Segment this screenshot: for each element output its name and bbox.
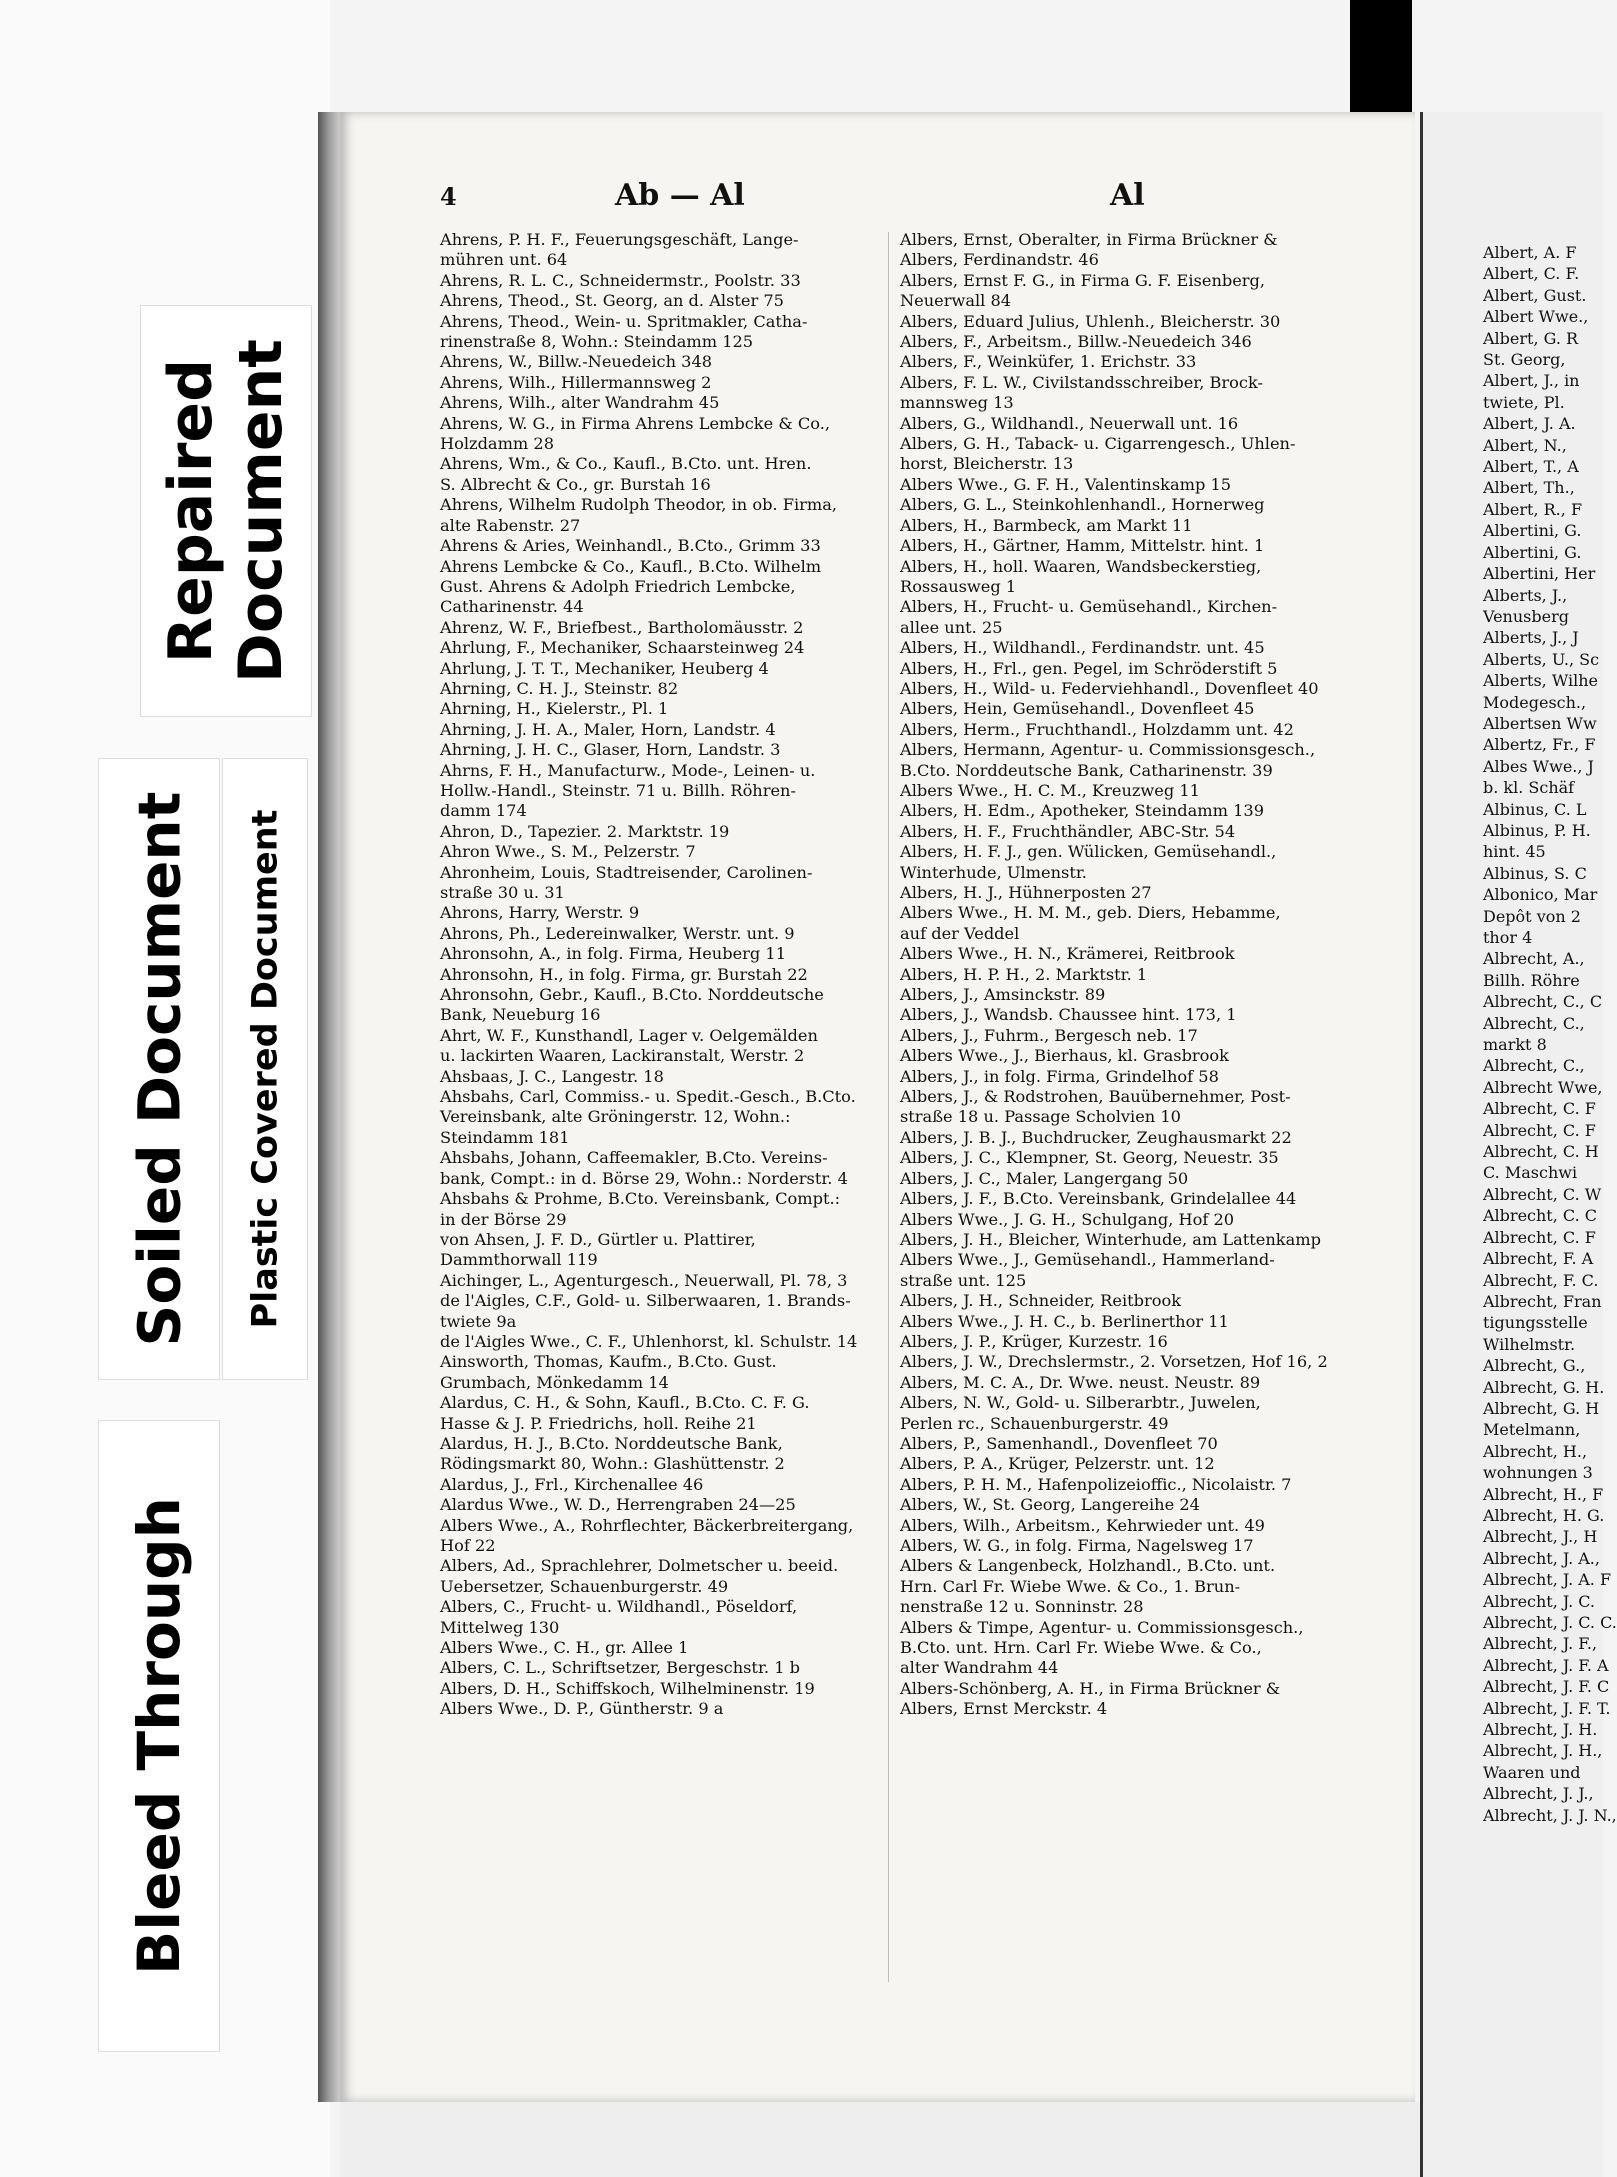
directory-line: Albers, H., Gärtner, Hamm, Mittelstr. hint. 1 [900, 536, 1265, 556]
black-tab [1350, 0, 1412, 112]
directory-line: Ahrenz, W. F., Briefbest., Bartholomäusstr. 2 [440, 617, 804, 637]
directory-line: Albert, G. R [1483, 328, 1579, 348]
bottom-margin [340, 2102, 1420, 2177]
directory-line: bank, Compt.: in d. Börse 29, Wohn.: Norderstr. 4 [440, 1168, 848, 1188]
directory-line: Albers, C., Frucht- u. Wildhandl., Pöseldorf, [440, 1597, 798, 1617]
directory-line: Ahronsohn, H., in folg. Firma, gr. Burstah 22 [440, 964, 808, 984]
directory-line: Ahrning, J. H. C., Glaser, Horn, Landstr. 3 [440, 740, 781, 760]
page-header [340, 178, 1415, 222]
directory-line: Ahron Wwe., S. M., Pelzerstr. 7 [440, 842, 696, 862]
directory-line: Albers, J. P., Krüger, Kurzestr. 16 [900, 1331, 1168, 1351]
directory-line: Albrecht, C. F [1483, 1120, 1596, 1140]
directory-line: thor 4 [1483, 928, 1533, 947]
directory-line: Albers Wwe., J. G. H., Schulgang, Hof 20 [900, 1209, 1235, 1229]
directory-line: Albert, Gust. [1483, 285, 1587, 305]
directory-line: Alberts, U., Sc [1483, 649, 1600, 669]
directory-line: Hrn. Carl Fr. Wiebe Wwe. & Co., 1. Brun- [900, 1576, 1241, 1596]
directory-line: Alardus, C. H., & Sohn, Kaufl., B.Cto. C. F. G. [440, 1393, 810, 1413]
directory-line: Albers, H., holl. Waaren, Wandsbeckerstieg, [900, 556, 1262, 576]
directory-line: Albers, H. F., Fruchthändler, ABC-Str. 54 [900, 821, 1236, 841]
directory-line: Albrecht, C. F [1483, 1227, 1596, 1247]
directory-line: Albers, H., Frucht- u. Gemüsehandl., Kirchen- [900, 597, 1278, 617]
directory-line: Ahrning, C. H. J., Steinstr. 82 [440, 678, 679, 698]
label-repaired-document [140, 305, 312, 717]
directory-line: Albers, J. C., Klempner, St. Georg, Neuestr. 35 [900, 1148, 1279, 1168]
label-bleed-through [98, 1420, 220, 2052]
directory-line: Albers, J., in folg. Firma, Grindelhof 58 [900, 1066, 1219, 1086]
directory-line: Albrecht, G. H. [1483, 1377, 1605, 1397]
directory-line: Rödingsmarkt 80, Wohn.: Glashüttenstr. 2 [440, 1454, 785, 1474]
directory-line: Albrecht, J. F. T. [1483, 1698, 1611, 1718]
directory-line: Albrecht, G., [1483, 1356, 1586, 1376]
directory-line: Winterhude, Ulmenstr. [900, 862, 1087, 882]
directory-line: Albers, G. H., Taback- u. Cigarrengesch., Uhlen- [900, 434, 1296, 454]
directory-line: Albertini, G. [1483, 542, 1582, 562]
directory-line: Albers, J., & Rodstrohen, Bauübernehmer, Post- [900, 1087, 1291, 1107]
directory-line: Albrecht, H., F [1483, 1484, 1604, 1504]
directory-line: Albers, J. H., Schneider, Reitbrook [900, 1291, 1182, 1311]
directory-line: Albers & Langenbeck, Holzhandl., B.Cto. unt. [900, 1556, 1276, 1576]
directory-line: Billh. Röhre [1483, 970, 1580, 990]
directory-line: mühren unt. 64 [440, 250, 568, 270]
directory-line: de l'Aigles, C.F., Gold- u. Silberwaaren, 1. Brands- [440, 1291, 851, 1311]
directory-line: alte Rabenstr. 27 [440, 515, 581, 535]
directory-line: Albers, C. L., Schriftsetzer, Bergeschstr. 1 b [440, 1658, 800, 1678]
directory-line: Albers, F., Arbeitsm., Billw.-Neuedeich 346 [900, 332, 1252, 352]
directory-line: Neuerwall 84 [900, 291, 1012, 311]
directory-line: allee unt. 25 [900, 617, 1003, 637]
directory-line: Ahrens, Wm., & Co., Kaufl., B.Cto. unt. Hren. [440, 454, 812, 474]
directory-line: Depôt von 2 [1483, 906, 1581, 926]
directory-line: Albers, Ernst Merckstr. 4 [900, 1699, 1108, 1719]
directory-line: Albers Wwe., H. M. M., geb. Diers, Hebamme, [900, 903, 1281, 923]
directory-line: Alberts, J., [1483, 585, 1568, 605]
directory-line: Holzdamm 28 [440, 434, 555, 454]
directory-line: Albers, M. C. A., Dr. Wwe. neust. Neustr. 89 [900, 1372, 1261, 1392]
directory-line: Ahrens, Wilhelm Rudolph Theodor, in ob. Firma, [440, 495, 838, 515]
directory-line: Albrecht, J. J. N., [1483, 1805, 1617, 1825]
directory-line: Ahsbahs & Prohme, B.Cto. Vereinsbank, Compt.: [440, 1189, 841, 1209]
directory-line: Albes Wwe., J [1483, 756, 1594, 776]
directory-line: Ahronsohn, A., in folg. Firma, Heuberg 11 [440, 944, 787, 964]
directory-line: Rossausweg 1 [900, 576, 1017, 596]
directory-line: Albers, P. A., Krüger, Pelzerstr. unt. 12 [900, 1454, 1215, 1474]
directory-line: straße unt. 125 [900, 1270, 1027, 1290]
directory-line: markt 8 [1483, 1035, 1547, 1055]
directory-line: nenstraße 12 u. Sonninstr. 28 [900, 1597, 1144, 1617]
directory-line: mannsweg 13 [900, 393, 1014, 413]
directory-line: Albert, J. A. [1483, 414, 1576, 434]
label-bleed-through-text: Bleed Through [125, 1497, 194, 1975]
next-page-column [1483, 242, 1617, 1826]
directory-line: Alberts, J., J [1483, 628, 1579, 648]
directory-line: Albertini, G. [1483, 521, 1582, 541]
directory-line: Albrecht, C. F [1483, 1099, 1596, 1119]
directory-line: Ahrens, P. H. F., Feuerungsgeschäft, Lange- [440, 230, 799, 249]
directory-line: Alardus, H. J., B.Cto. Norddeutsche Bank, [440, 1433, 783, 1453]
directory-line: rinenstraße 8, Wohn.: Steindamm 125 [440, 332, 754, 352]
label-soiled-document [98, 758, 220, 1380]
directory-line: Albers, P. H. M., Hafenpolizeioffic., Nicolaistr. 7 [900, 1474, 1292, 1494]
directory-line: Albers, H., Frl., gen. Pegel, im Schröderstift 5 [900, 658, 1278, 678]
directory-line: Albonico, Mar [1483, 885, 1598, 905]
directory-line: Albers, N. W., Gold- u. Silberarbtr., Juwelen, [900, 1393, 1261, 1413]
directory-line: Albers, Ernst F. G., in Firma G. F. Eisenberg, [900, 270, 1266, 290]
directory-line: Albinus, C. L [1483, 799, 1587, 819]
directory-line: Albers, D. H., Schiffskoch, Wilhelminenstr. 19 [440, 1678, 815, 1698]
directory-line: Albers, Ernst, Oberalter, in Firma Brückner & [900, 230, 1278, 249]
directory-line: von Ahsen, J. F. D., Gürtler u. Plattirer, [440, 1229, 756, 1249]
directory-line: Ahsbahs, Carl, Commiss.- u. Spedit.-Gesch., B.Cto. [440, 1087, 856, 1107]
directory-line: Ahrens, Wilh., alter Wandrahm 45 [440, 393, 720, 413]
directory-line: Albers, Herm., Fruchthandl., Holzdamm unt. 42 [900, 719, 1294, 739]
directory-line: Albers Wwe., J., Gemüsehandl., Hammerland- [900, 1250, 1275, 1270]
directory-line: Ahrlung, J. T. T., Mechaniker, Heuberg 4 [440, 658, 769, 678]
label-plastic-covered [222, 758, 308, 1380]
directory-line: Albers, J. B. J., Buchdrucker, Zeughausmarkt 22 [900, 1127, 1292, 1147]
directory-line: Albinus, S. C [1483, 863, 1587, 883]
directory-line: Ahrning, H., Kielerstr., Pl. 1 [440, 699, 669, 719]
directory-line: Ahrens, Theod., St. Georg, an d. Alster 75 [440, 291, 784, 311]
directory-line: horst, Bleicherstr. 13 [900, 454, 1074, 474]
directory-line: Albers, J. C., Maler, Langergang 50 [900, 1168, 1189, 1188]
directory-line: Albrecht, C. C [1483, 1206, 1597, 1226]
directory-line: C. Maschwi [1483, 1163, 1578, 1183]
directory-line: Albrecht, J. C. [1483, 1591, 1595, 1611]
directory-line: Albrecht, F. C. [1483, 1270, 1599, 1290]
directory-line: Albers, G., Wildhandl., Neuerwall unt. 16 [900, 413, 1239, 433]
directory-line: Albrecht Wwe, [1483, 1077, 1603, 1097]
directory-line: Albert, C. F. [1483, 264, 1580, 284]
directory-line: Albers, Wilh., Arbeitsm., Kehrwieder unt. 49 [900, 1515, 1265, 1535]
directory-line: Albers Wwe., C. H., gr. Allee 1 [440, 1638, 689, 1658]
directory-line: Ahrons, Harry, Werstr. 9 [440, 903, 640, 923]
next-page-strip [1420, 112, 1617, 2177]
directory-line: Albrecht, J. H. [1483, 1720, 1598, 1740]
directory-line: Waaren und [1483, 1762, 1581, 1782]
directory-line: Albers, F., Weinküfer, 1. Erichstr. 33 [900, 352, 1197, 372]
directory-line: Ainsworth, Thomas, Kaufm., B.Cto. Gust. [440, 1352, 777, 1372]
directory-line: Albert, T., A [1483, 457, 1579, 477]
directory-line: Ahrning, J. H. A., Maler, Horn, Landstr. 4 [440, 719, 776, 739]
directory-line: Albert, R., F [1483, 499, 1583, 519]
directory-line: Albrecht, C., [1483, 1056, 1585, 1076]
directory-line: Venusberg [1483, 606, 1569, 626]
page-number: 4 [440, 182, 457, 211]
directory-line: straße 30 u. 31 [440, 883, 565, 902]
running-head: Ab — Al [615, 178, 745, 213]
directory-line: B.Cto. unt. Hrn. Carl Fr. Wiebe Wwe. & Co., [900, 1638, 1262, 1658]
directory-line: Ahrns, F. H., Manufacturw., Mode-, Leinen- u. [440, 760, 816, 780]
directory-line: Bank, Neueburg 16 [440, 1005, 601, 1025]
directory-line: Albers, W., St. Georg, Langereihe 24 [900, 1495, 1200, 1515]
directory-line: Ahrens, R. L. C., Schneidermstr., Poolstr. 33 [440, 270, 801, 290]
directory-line: Albert, J., in [1483, 371, 1580, 391]
directory-line: damm 174 [440, 801, 527, 821]
directory-line: Albers-Schönberg, A. H., in Firma Brückner & [900, 1678, 1281, 1698]
directory-line: Albers, J., Amsinckstr. 89 [900, 985, 1106, 1005]
directory-line: Ahsbahs, Johann, Caffeemakler, B.Cto. Vereins- [440, 1148, 828, 1168]
directory-line: Albers, F. L. W., Civilstandsschreiber, Brock- [900, 372, 1263, 392]
directory-line: twiete 9a [440, 1311, 517, 1331]
directory-line: Ahronsohn, Gebr., Kaufl., B.Cto. Norddeutsche [440, 985, 824, 1005]
directory-line: Albrecht, H. G. [1483, 1505, 1605, 1525]
directory-line: Hasse & J. P. Friedrichs, holl. Reihe 21 [440, 1413, 757, 1433]
directory-line: hint. 45 [1483, 842, 1546, 862]
directory-line: Uebersetzer, Schauenburgerstr. 49 [440, 1576, 729, 1596]
directory-line: Ahronheim, Louis, Stadtreisender, Carolinen- [440, 862, 813, 882]
directory-line: Ahrens, Wilh., Hillermannsweg 2 [440, 372, 712, 392]
directory-line: twiete, Pl. [1483, 392, 1565, 412]
directory-line: Albers, Hein, Gemüsehandl., Dovenfleet 45 [900, 699, 1255, 719]
directory-line: Vereinsbank, alte Gröningerstr. 12, Wohn.: [440, 1107, 791, 1127]
directory-line: Albers Wwe., D. P., Güntherstr. 9 a [440, 1699, 724, 1719]
directory-line: Albrecht, J. H., [1483, 1741, 1603, 1761]
directory-line: Albrecht, J. A., [1483, 1548, 1600, 1568]
directory-line: Albrecht, J. A. F [1483, 1570, 1612, 1590]
directory-line: Albert, Th., [1483, 478, 1575, 498]
directory-line: de l'Aigles Wwe., C. F., Uhlenhorst, kl. Schulstr. 14 [440, 1331, 858, 1351]
directory-line: Albers, H. P. H., 2. Marktstr. 1 [900, 964, 1148, 984]
directory-line: Alardus, J., Frl., Kirchenallee 46 [440, 1474, 704, 1494]
directory-line: Albers, J., Wandsb. Chaussee hint. 173, 1 [900, 1005, 1237, 1025]
directory-line: Ahrens & Aries, Weinhandl., B.Cto., Grimm 33 [440, 536, 821, 556]
directory-line: Ahsbaas, J. C., Langestr. 18 [440, 1066, 664, 1086]
directory-line: Albert, N., [1483, 435, 1567, 455]
directory-line: Albers, Hermann, Agentur- u. Commissionsgesch., [900, 740, 1316, 760]
directory-line: Ahrlung, F., Mechaniker, Schaarsteinweg 24 [440, 638, 805, 658]
directory-line: Albers, J. W., Drechslermstr., 2. Vorsetzen, Hof 16, 2 [900, 1352, 1328, 1372]
directory-line: Albers Wwe., G. F. H., Valentinskamp 15 [900, 474, 1232, 494]
directory-line: Albers, H. F. J., gen. Wülicken, Gemüsehandl., [900, 842, 1277, 862]
directory-line: Albers, P., Samenhandl., Dovenfleet 70 [900, 1433, 1218, 1453]
directory-line: Mittelweg 130 [440, 1617, 560, 1637]
label-plastic-covered-text: Plastic Covered Document [245, 809, 285, 1329]
directory-line: Wilhelmstr. [1483, 1334, 1576, 1354]
directory-line: Albrecht, C. W [1483, 1184, 1602, 1204]
directory-line: Albrecht, Fran [1483, 1291, 1602, 1311]
directory-line: Hollw.-Handl., Steinstr. 71 u. Billh. Röhren- [440, 780, 796, 800]
right-column [900, 230, 1345, 1720]
directory-line: Albrecht, G. H [1483, 1398, 1600, 1418]
directory-line: Albertz, Fr., F [1483, 735, 1596, 755]
directory-line: Alardus Wwe., W. D., Herrengraben 24—25 [440, 1495, 796, 1515]
directory-line: Albers Wwe., H. N., Krämerei, Reitbrook [900, 944, 1235, 964]
directory-line: Albers, Eduard Julius, Uhlenh., Bleicherstr. 30 [900, 311, 1281, 331]
directory-line: Alberts, Wilhe [1483, 671, 1599, 691]
directory-line: Albers, H., Barmbeck, am Markt 11 [900, 515, 1193, 535]
directory-page [340, 112, 1415, 2102]
column-head: Al [1110, 178, 1145, 213]
directory-line: B.Cto. Norddeutsche Bank, Catharinenstr. 39 [900, 760, 1273, 780]
directory-line: Ahrens, W. G., in Firma Ahrens Lembcke & Co., [440, 413, 831, 433]
directory-line: Metelmann, [1483, 1420, 1581, 1440]
directory-line: Albrecht, J. C. C. [1483, 1613, 1617, 1632]
directory-line: Steindamm 181 [440, 1127, 570, 1147]
directory-line: Albers, J., Fuhrm., Bergesch neb. 17 [900, 1025, 1198, 1045]
directory-line: Albert Wwe., [1483, 307, 1589, 327]
directory-line: Albrecht, H., [1483, 1441, 1588, 1461]
directory-line: Albers, J. F., B.Cto. Vereinsbank, Grindelallee 44 [900, 1189, 1297, 1209]
directory-line: S. Albrecht & Co., gr. Burstah 16 [440, 474, 711, 494]
directory-line: Albers, H., Wildhandl., Ferdinandstr. unt. 45 [900, 638, 1265, 658]
directory-line: Albrecht, J. J., [1483, 1784, 1594, 1804]
directory-line: Ahrens Lembcke & Co., Kaufl., B.Cto. Wilhelm [440, 556, 822, 576]
directory-line: Albers, G. L., Steinkohlenhandl., Hornerweg [900, 495, 1265, 515]
directory-line: Albers, H. J., Hühnerposten 27 [900, 883, 1152, 902]
directory-line: auf der Veddel [900, 923, 1020, 943]
directory-line: Albrecht, C., C [1483, 992, 1603, 1012]
directory-line: Hof 22 [440, 1536, 496, 1555]
directory-line: Albers Wwe., H. C. M., Kreuzweg 11 [900, 780, 1200, 800]
directory-line: Grumbach, Mönkedamm 14 [440, 1372, 669, 1392]
directory-line: Albrecht, C., [1483, 1013, 1585, 1033]
directory-line: Ahron, D., Tapezier. 2. Marktstr. 19 [440, 821, 730, 841]
directory-line: Ahrons, Ph., Ledereinwalker, Werstr. unt. 9 [440, 923, 795, 943]
directory-line: Albrecht, F. A [1483, 1249, 1594, 1269]
column-rule [888, 232, 889, 1982]
directory-line: in der Börse 29 [440, 1209, 567, 1229]
directory-line: Dammthorwall 119 [440, 1250, 598, 1270]
label-repaired-document-text: Repaired Document [156, 339, 296, 683]
directory-line: Albers, J. H., Bleicher, Winterhude, am Lattenkamp [900, 1229, 1321, 1249]
left-column [440, 230, 885, 1720]
directory-line: Aichinger, L., Agenturgesch., Neuerwall, Pl. 78, 3 [440, 1270, 848, 1290]
directory-line: wohnungen 3 [1483, 1463, 1593, 1483]
directory-line: Ahrens, Theod., Wein- u. Spritmakler, Catha- [440, 311, 808, 331]
directory-line: Catharinenstr. 44 [440, 597, 584, 617]
directory-line: Albrecht, C. H [1483, 1142, 1599, 1162]
directory-line: u. lackirten Waaren, Lackiranstalt, Werstr. 2 [440, 1046, 805, 1066]
directory-line: Albers, Ferdinandstr. 46 [900, 250, 1099, 270]
directory-line: Ahrt, W. F., Kunsthandl, Lager v. Oelgemälden [440, 1025, 818, 1045]
directory-line: alter Wandrahm 44 [900, 1658, 1059, 1678]
directory-line: St. Georg, [1483, 350, 1566, 370]
directory-line: straße 18 u. Passage Scholvien 10 [900, 1107, 1181, 1127]
directory-line: Albers, W. G., in folg. Firma, Nagelsweg 17 [900, 1536, 1254, 1555]
directory-line: Albers, Ad., Sprachlehrer, Dolmetscher u. beeid. [440, 1556, 839, 1576]
directory-line: Albers Wwe., A., Rohrflechter, Bäckerbreitergang, [440, 1515, 854, 1535]
directory-line: Gust. Ahrens & Adolph Friedrich Lembcke, [440, 576, 796, 596]
directory-line: Albrecht, J. F. C [1483, 1677, 1610, 1697]
directory-line: Modegesch., [1483, 692, 1587, 712]
directory-line: Albers, H., Wild- u. Federviehhandl., Dovenfleet 40 [900, 678, 1319, 698]
directory-line: Albers, H. Edm., Apotheker, Steindamm 139 [900, 801, 1264, 821]
directory-line: Albers Wwe., J., Bierhaus, kl. Grasbrook [900, 1046, 1229, 1066]
directory-line: Albers Wwe., J. H. C., b. Berlinerthor 11 [900, 1311, 1229, 1331]
directory-line: Ahrens, W., Billw.-Neuedeich 348 [440, 352, 713, 372]
directory-line: tigungsstelle [1483, 1313, 1588, 1333]
directory-line: Albrecht, J. F. A [1483, 1655, 1609, 1675]
directory-line: Albrecht, J. F., [1483, 1634, 1598, 1654]
directory-line: Albert, A. F [1483, 243, 1577, 262]
directory-line: Albrecht, A., [1483, 949, 1585, 969]
label-soiled-document-text: Soiled Document [125, 791, 194, 1347]
directory-line: Albrecht, J., H [1483, 1527, 1598, 1547]
directory-line: Perlen rc., Schauenburgerstr. 49 [900, 1413, 1169, 1433]
directory-line: Albers & Timpe, Agentur- u. Commissionsgesch., [900, 1617, 1304, 1637]
directory-line: Albinus, P. H. [1483, 820, 1591, 840]
directory-line: Albertini, Her [1483, 564, 1596, 584]
directory-line: Albertsen Ww [1483, 713, 1597, 733]
directory-line: b. kl. Schäf [1483, 778, 1575, 798]
